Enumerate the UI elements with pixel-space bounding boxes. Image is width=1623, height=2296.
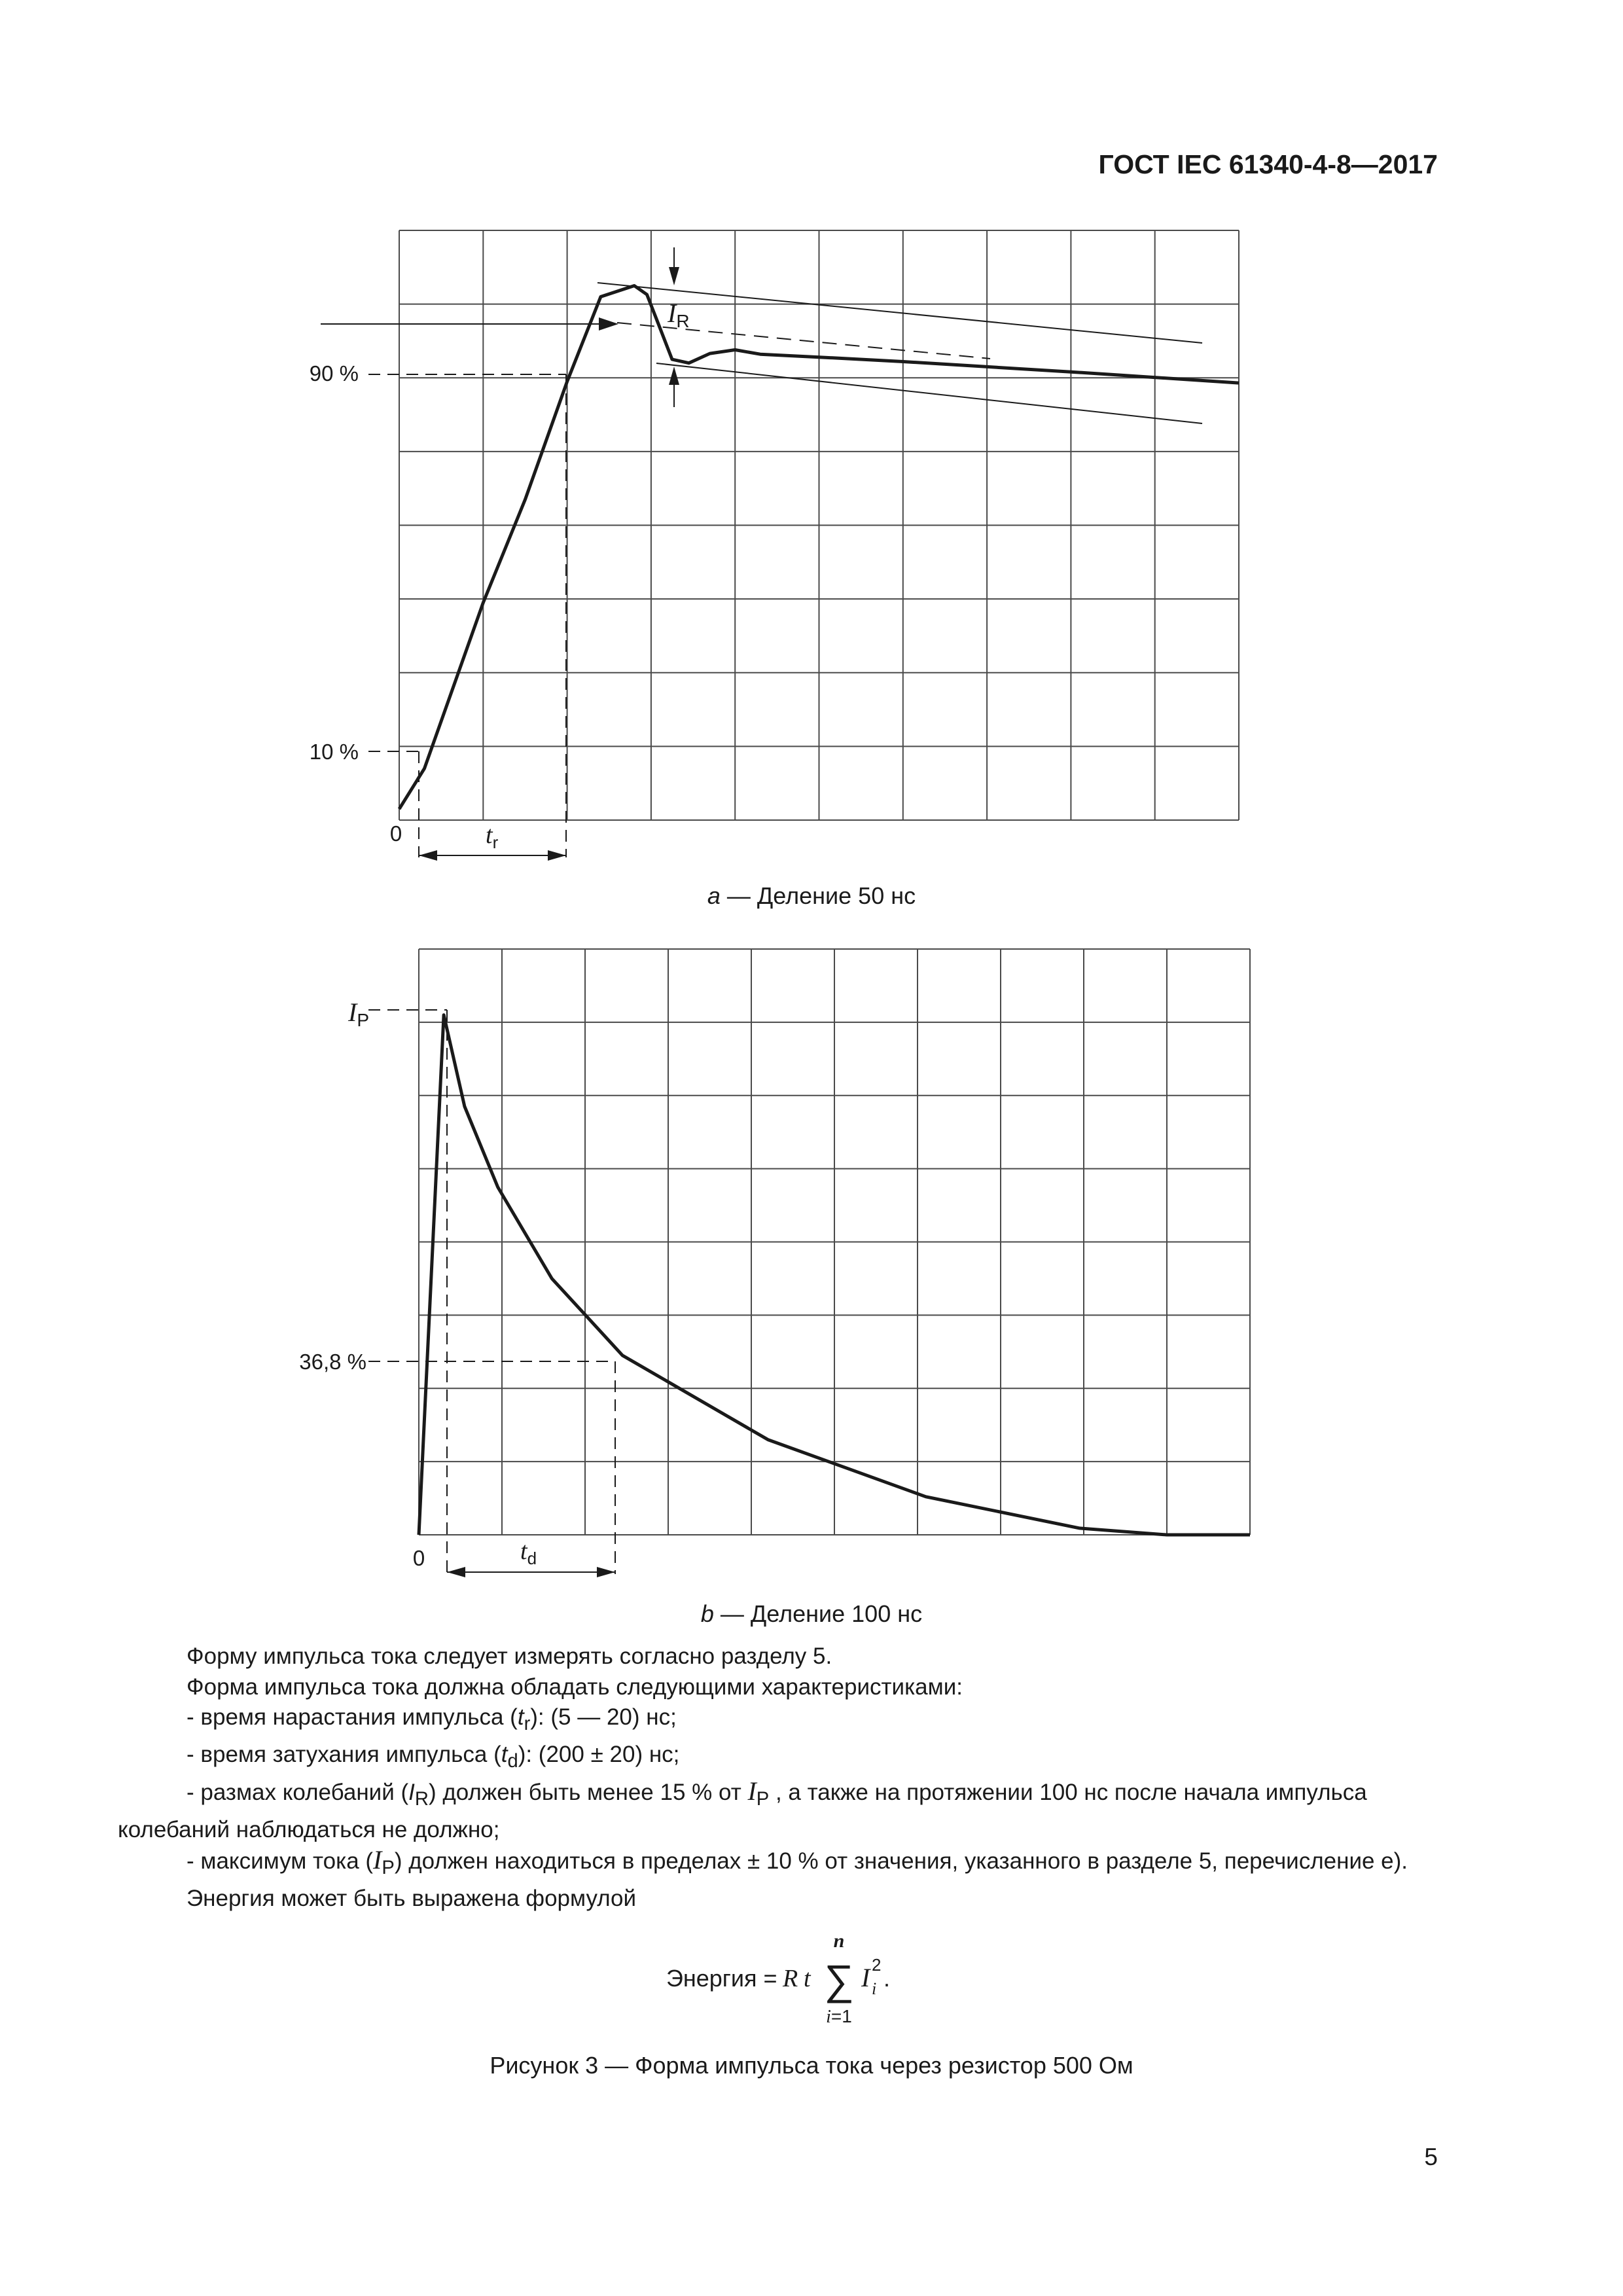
figure-a-chart: [0, 0, 1623, 903]
energy-formula: [0, 1921, 1623, 2039]
bullet-peak-current: - максимум тока $(I_P)$ должен находиться в пределах ± 10 % от значения, указанного в разделе 5, перечисление е).: [187, 1845, 1408, 1878]
standard-header: ГОСТ IEC 61340-4-8—2017: [1098, 149, 1438, 179]
formula-var-i: I: [861, 1963, 870, 1992]
label-zero-a: 0: [389, 821, 402, 846]
sum-lower: i=1: [826, 2006, 852, 2027]
tr-arrow-left: [419, 850, 437, 861]
label-td: $t_d$: [520, 1537, 537, 1568]
ringing-midline: [617, 323, 990, 359]
paragraph-2: Форма импульса тока должна обладать следующими характеристиками:: [187, 1674, 963, 1700]
label-368: 36,8 %: [299, 1350, 366, 1374]
figure-title: Рисунок 3 — Форма импульса тока через резистор 500 Ом: [490, 2052, 1133, 2079]
figure-b-chart: [0, 916, 1623, 1604]
label-ip: $I_P$: [348, 997, 370, 1030]
sum-upper: n: [833, 1930, 845, 1952]
label-90: 90 %: [309, 361, 359, 386]
formula-sup-2: 2: [872, 1955, 882, 1975]
bullet-ringing: - размах колебаний $(I_R)$ должен быть менее 15 % от $I_P$ , а также на протяжении 100 нс после начала импульса колебаний наблюдаться не должно;: [118, 1776, 1367, 1842]
paragraph-3: Энергия может быть выражена формулой: [187, 1885, 637, 1911]
ir-top-arrow: [669, 267, 679, 285]
figure-b-grid: [419, 949, 1250, 1535]
tr-arrow-right: [548, 850, 566, 861]
figure-b-caption: b — Деление 100 нс: [700, 1600, 923, 1627]
label-ir: $I_R$: [668, 298, 690, 331]
body-text: [118, 1641, 1440, 1914]
td-arrow-right: [597, 1567, 615, 1577]
figure-a-caption: a — Деление 50 нс: [707, 882, 916, 909]
label-10: 10 %: [309, 740, 359, 764]
bullet-decay-time: - время затухания импульса $(t_d)$: (200 ± 20) нс;: [187, 1741, 680, 1772]
td-arrow-left: [447, 1567, 465, 1577]
formula-lhs: Энергия =: [666, 1965, 777, 1992]
sum-sign: ∑: [824, 1956, 854, 2003]
lower-envelope-line: [656, 363, 1202, 423]
formula-sub-i: i: [872, 1979, 877, 1998]
label-zero-b: 0: [412, 1546, 425, 1570]
label-tr: $t_r$: [486, 821, 499, 852]
page-number: 5: [1424, 2144, 1438, 2170]
paragraph-1: Форму импульса тока следует измерять согласно разделу 5.: [187, 1643, 832, 1669]
ir-arrow-head: [599, 317, 618, 331]
formula-dot: .: [883, 1965, 891, 1992]
bullet-rise-time: - время нарастания импульса $(t_r)$: (5 — 20) нс;: [187, 1704, 677, 1734]
formula-r: R: [783, 1965, 798, 1992]
ir-bottom-arrow: [669, 367, 679, 385]
formula-t: t: [804, 1965, 811, 1992]
figure-a-grid: [399, 230, 1239, 820]
